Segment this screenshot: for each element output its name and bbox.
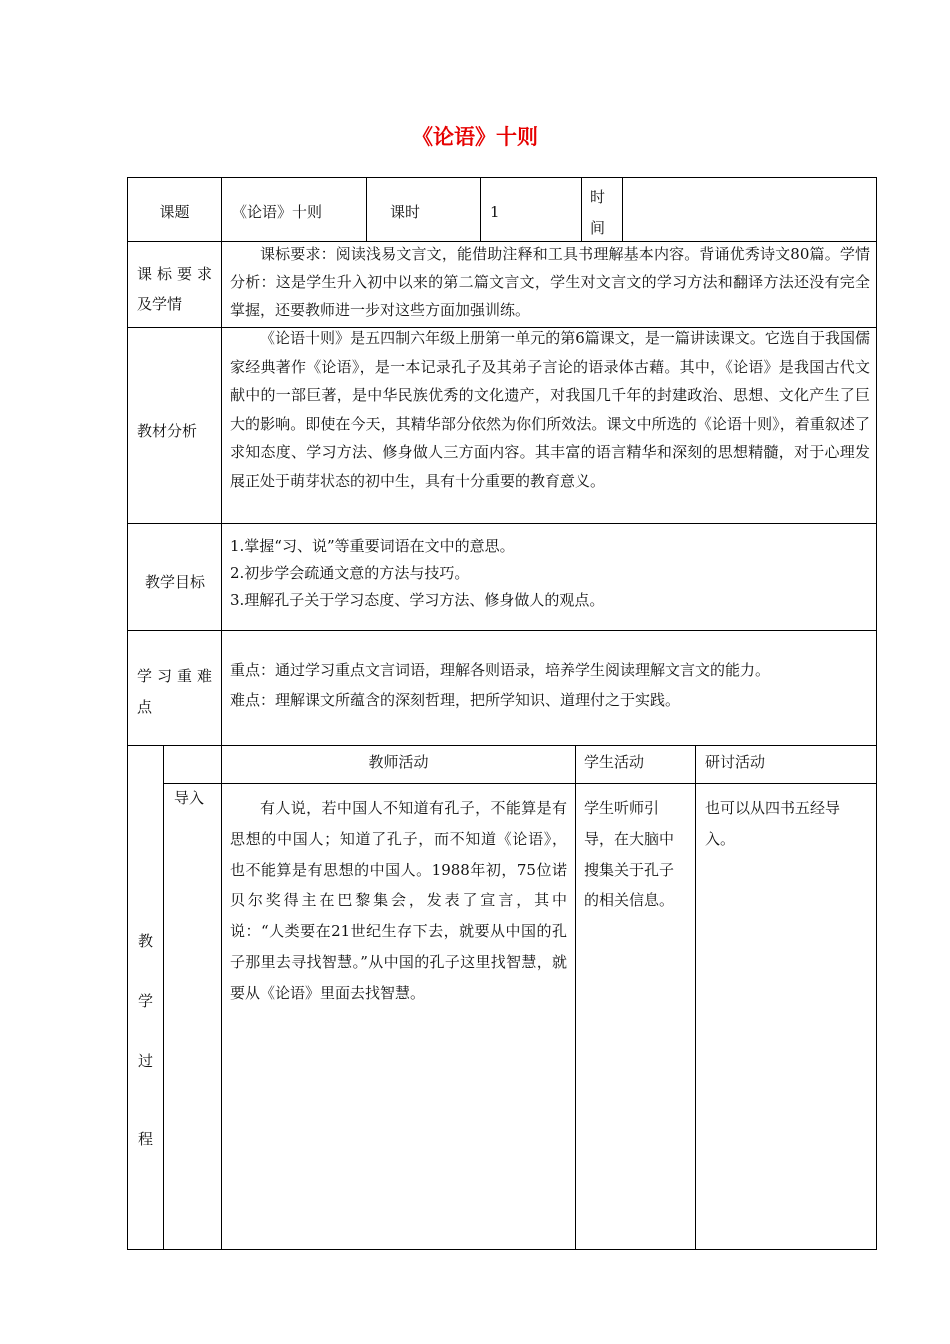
objective-item: 1.掌握“习、说”等重要词语在文中的意思。	[230, 537, 515, 555]
process-column-divider	[695, 745, 696, 1250]
row-divider	[127, 523, 877, 524]
textbook-content: 《论语十则》是五四制六年级上册第一单元的第6篇课文，是一篇讲读课文。它选自于我国儒家经典著作《论语》，是一本记录孔子及其弟子言论的语录体古藉。其中，《论语》是我国古代文献中的一部巨著，是中华民族优秀的文化遗产，对我国几千年的封建政治、思想、文化产生了巨大的影响。即使在今天，其精华部分依然为你们所效法。课文中所选的《论语十则》，着重叙述了求知态度、学习方法、修身做人三方面内容。其丰富的语言精华和深刻的思想精髓，对于心理发展正处于萌芽状态的初中生，具有十分重要的教育意义。	[230, 329, 870, 490]
document-title: 《论语》十则	[412, 124, 538, 149]
objective-item: 2.初步学会疏通文意的方法与技巧。	[230, 564, 470, 582]
row-divider	[127, 630, 877, 631]
standards-label-line2: 及学情	[137, 295, 183, 313]
time-label-top: 时	[590, 188, 606, 206]
teacher-activity-header: 教师活动	[368, 753, 429, 771]
standards-content: 课标要求：阅读浅易文言文，能借助注释和工具书理解基本内容。背诵优秀诗文80篇。学情分析：这是学生升入初中以来的第二篇文言文，学生对文言文的学习方法和翻译方法还没有完全掌握，还要教师进一步对这些方面加强训练。	[230, 245, 870, 319]
student-activity-header: 学生活动	[584, 753, 645, 771]
hours-value: 1	[490, 203, 500, 221]
table-border-right	[876, 177, 877, 1250]
hours-label: 课时	[390, 203, 421, 221]
time-label-bottom: 间	[590, 219, 606, 237]
process-column-divider	[163, 745, 164, 1250]
textbook-label: 教材分析	[137, 422, 198, 440]
process-label-char: 教	[137, 932, 153, 950]
info-column-divider	[480, 177, 481, 242]
info-column-divider	[622, 177, 623, 242]
topic-label: 课题	[159, 203, 190, 221]
table-border-top	[127, 177, 877, 178]
key-points-label-line2: 点	[137, 698, 153, 716]
teacher-activity-text: 有人说，若中国人不知道有孔子，不能算是有思想的中国人；知道了孔子，而不知道《论语》，也不能算是有思想的中国人。1988年初，75位诺贝尔奖得主在巴黎集会，发表了宣言，其中说：“人类要在21世纪生存下去，就要从中国的孔子那里去寻找智慧。”从中国的孔子这里找智慧，就要从《论语》里面去找智慧。	[230, 799, 567, 1002]
discussion-activity-header: 研讨活动	[705, 753, 766, 771]
student-activity-text: 学生听师引导，在大脑中搜集关于孔子的相关信息。	[584, 799, 675, 910]
table-border-bottom	[127, 1249, 877, 1250]
objective-item: 3.理解孔子关于学习态度、学习方法、修身做人的观点。	[230, 591, 605, 609]
process-column-divider	[575, 745, 576, 1250]
header-divider	[163, 783, 877, 784]
label-column-divider	[221, 177, 222, 1250]
topic-value: 《论语》十则	[232, 203, 323, 221]
info-column-divider	[366, 177, 367, 242]
key-points-label-line1: 学习重难	[137, 667, 218, 685]
process-label-char: 程	[137, 1130, 153, 1148]
discussion-activity-text: 也可以从四书五经导入。	[705, 799, 841, 848]
stage-label: 导入	[174, 789, 205, 807]
row-divider	[127, 745, 877, 746]
info-column-divider	[581, 177, 582, 242]
process-label-char: 过	[137, 1052, 153, 1070]
standards-label-line1: 课标要求	[137, 265, 218, 283]
objectives-label: 教学目标	[145, 573, 206, 591]
key-point-text: 重点：通过学习重点文言词语，理解各则语录，培养学生阅读理解文言文的能力。	[230, 661, 771, 679]
table-border-left	[127, 177, 128, 1250]
process-label-char: 学	[137, 992, 153, 1010]
difficult-point-text: 难点：理解课文所蕴含的深刻哲理，把所学知识、道理付之于实践。	[230, 691, 681, 709]
